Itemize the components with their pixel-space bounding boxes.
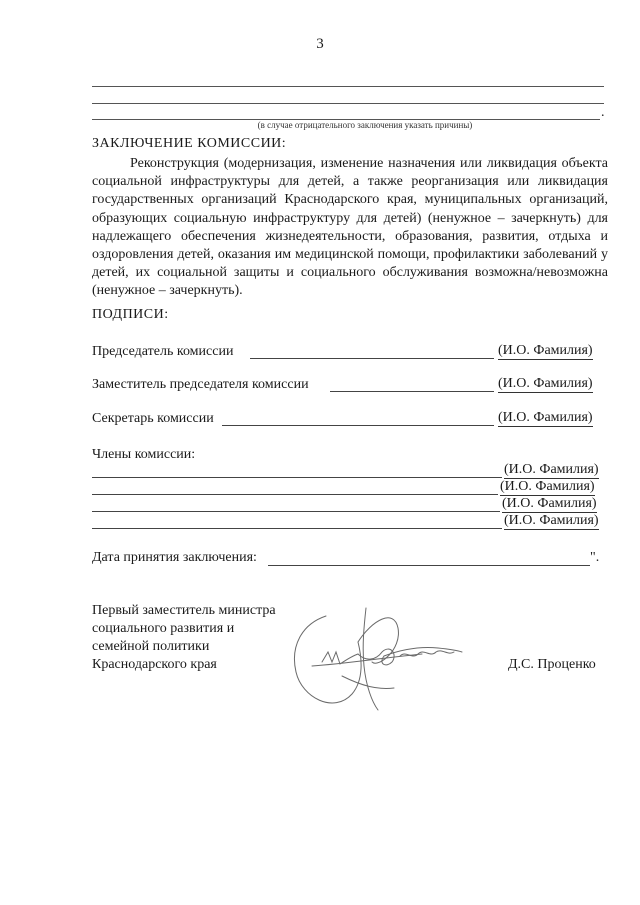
reason-line-1 [92, 86, 604, 87]
member-fio-4: (И.О. Фамилия) [504, 513, 599, 528]
member-line-1 [92, 477, 502, 478]
signer-position-line-2: социального развития и [92, 621, 235, 636]
member-line-4 [92, 528, 502, 529]
signer-name: Д.С. Проценко [508, 657, 596, 672]
date-line [268, 565, 590, 566]
reason-line-2 [92, 103, 604, 104]
date-label: Дата принятия заключения: [92, 550, 257, 565]
signer-position-line-3: семейной политики [92, 639, 210, 654]
deputy-fio: (И.О. Фамилия) [498, 376, 593, 391]
chairman-fio: (И.О. Фамилия) [498, 343, 593, 358]
deputy-signature-line [330, 391, 494, 392]
chairman-label: Председатель комиссии [92, 344, 234, 359]
secretary-fio: (И.О. Фамилия) [498, 410, 593, 425]
chairman-signature-line [250, 358, 494, 359]
member-line-3 [92, 511, 500, 512]
date-closing-quote: ". [590, 550, 600, 565]
reason-line-end-dot: . [601, 105, 605, 120]
signatures-heading: ПОДПИСИ: [92, 307, 169, 322]
member-fio-3: (И.О. Фамилия) [502, 496, 597, 511]
member-fio-1: (И.О. Фамилия) [504, 462, 599, 477]
reason-hint: (в случае отрицательного заключения указать причины) [257, 120, 473, 130]
members-label: Члены комиссии: [92, 447, 196, 462]
conclusion-heading: ЗАКЛЮЧЕНИЕ КОМИССИИ: [92, 136, 287, 151]
conclusion-text: Реконструкция (модернизация, изменение назначения или ликвидация объекта социальной инфраструктуры для детей, а также реорганизация или ликвидация государственных организаций Краснодарского края, муниципальных организаций, образующих социальную инфраструктуру для детей) (ненужное – зачеркнуть) для надлежащего обеспечения жизнедеятельности, образования, развития, отдыха и оздоровления детей, оказания им медицинской помощи, профилактики заболеваний у детей, их социальной защиты и социального обслуживания возможна/невозможна (ненужное – зачеркнуть). [92, 156, 608, 299]
member-line-2 [92, 494, 498, 495]
page-number: 3 [316, 36, 324, 52]
secretary-label: Секретарь комиссии [92, 411, 214, 426]
member-fio-2: (И.О. Фамилия) [500, 479, 595, 494]
signer-position-line-4: Краснодарского края [92, 657, 217, 672]
secretary-signature-line [222, 425, 494, 426]
signer-position-line-1: Первый заместитель министра [92, 603, 276, 618]
deputy-label: Заместитель председателя комиссии [92, 377, 309, 392]
handwritten-signature [282, 606, 482, 716]
